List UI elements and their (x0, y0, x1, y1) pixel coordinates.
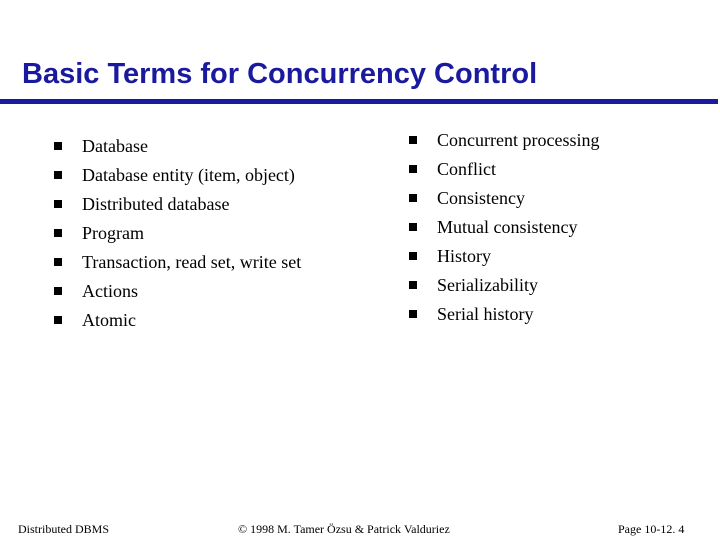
term-label: Transaction, read set, write set (82, 252, 302, 272)
square-bullet-icon (54, 142, 62, 150)
square-bullet-icon (409, 281, 417, 289)
term-label: Distributed database (82, 194, 230, 214)
term-label: Actions (82, 281, 138, 301)
square-bullet-icon (54, 200, 62, 208)
term-label: Program (82, 223, 144, 243)
square-bullet-icon (54, 287, 62, 295)
square-bullet-icon (409, 223, 417, 231)
term-label: Consistency (437, 188, 525, 208)
square-bullet-icon (409, 165, 417, 173)
title-underline (0, 99, 718, 104)
term-label: Concurrent processing (437, 130, 600, 150)
term-label: Conflict (437, 159, 496, 179)
term-label: Atomic (82, 310, 136, 330)
square-bullet-icon (409, 136, 417, 144)
square-bullet-icon (54, 316, 62, 324)
square-bullet-icon (409, 194, 417, 202)
footer-copyright: © 1998 M. Tamer Özsu & Patrick Valduriez (238, 522, 450, 536)
term-label: History (437, 246, 491, 266)
footer-page-number: Page 10-12. 4 (618, 522, 685, 536)
footer-course-name: Distributed DBMS (18, 522, 110, 536)
term-label: Mutual consistency (437, 217, 578, 237)
square-bullet-icon (54, 229, 62, 237)
term-label: Serializability (437, 275, 538, 295)
term-label: Serial history (437, 304, 534, 324)
square-bullet-icon (54, 258, 62, 266)
term-label: Database (82, 136, 148, 156)
square-bullet-icon (409, 252, 417, 260)
term-label: Database entity (item, object) (82, 165, 295, 185)
slide-title: Basic Terms for Concurrency Control (22, 58, 538, 90)
square-bullet-icon (409, 310, 417, 318)
square-bullet-icon (54, 171, 62, 179)
